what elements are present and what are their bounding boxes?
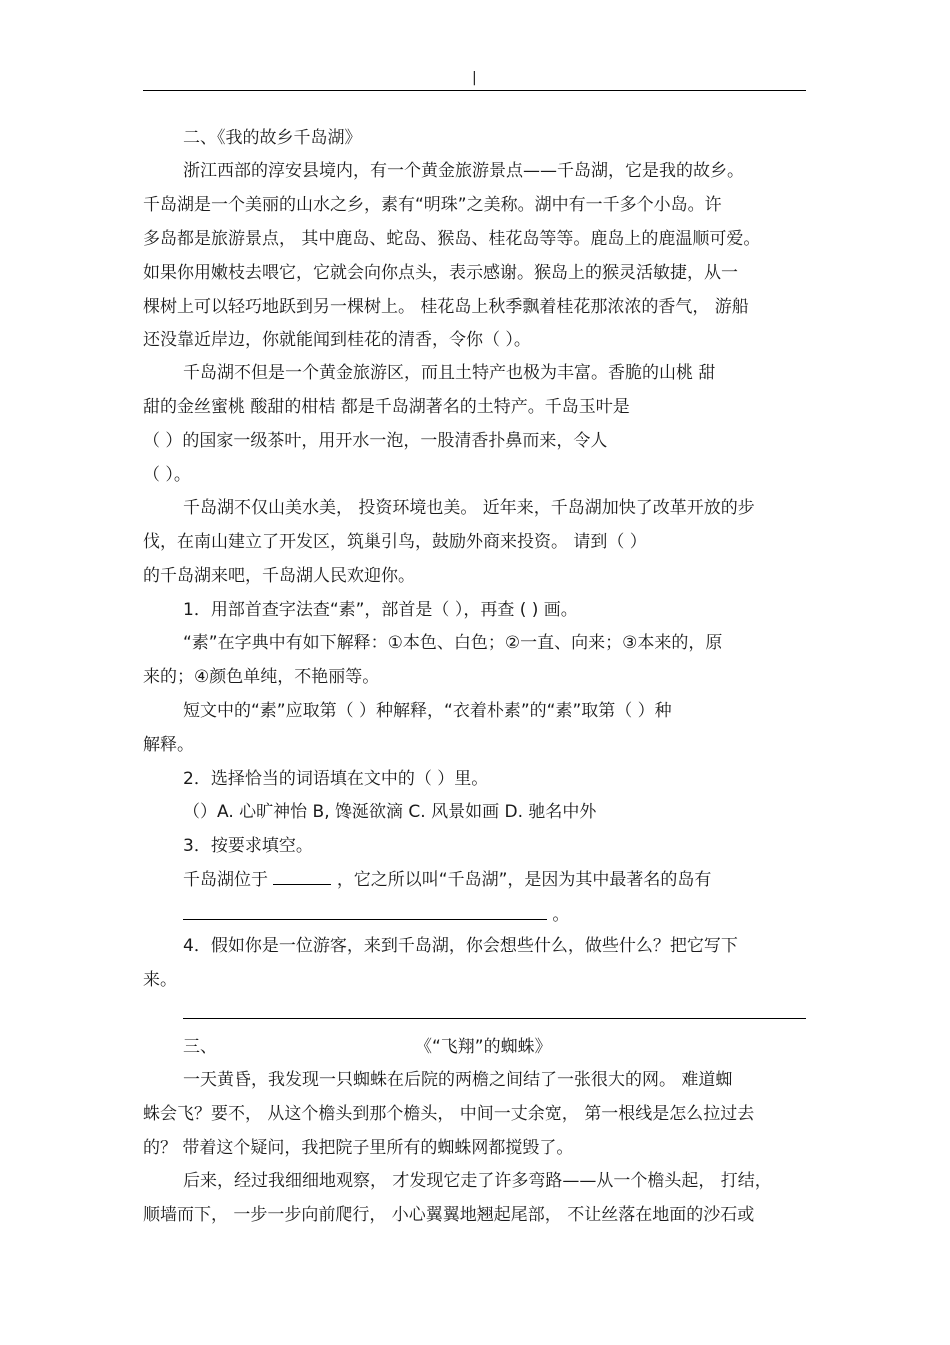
question-1: 1．用部首查字法查“素”，部首是（ ），再查 ( ) 画。 bbox=[183, 600, 578, 620]
blank-islands[interactable] bbox=[183, 901, 547, 920]
question-line: 解释。 bbox=[143, 735, 194, 755]
fill-middle: ，它之所以叫“千岛湖”，是因为其中最著名的岛有 bbox=[336, 870, 712, 890]
paragraph-line: 还没靠近岸边，你就能闻到桂花的清香，令你（ ）。 bbox=[143, 330, 531, 350]
paragraph-line: 顺墙而下， 一步一步向前爬行， 小心翼翼地翘起尾部， 不让丝落在地面的沙石或 bbox=[143, 1205, 755, 1225]
blank-location[interactable] bbox=[273, 866, 331, 885]
paragraph-line: （ ）的国家一级茶叶，用开水一泡，一股清香扑鼻而来，令人 bbox=[143, 431, 608, 451]
paragraph-line: 千岛湖是一个美丽的山水之乡，素有“明珠”之美称。湖中有一千多个小岛。许 bbox=[143, 195, 722, 215]
question-3: 3．按要求填空。 bbox=[183, 836, 313, 856]
paragraph-line: 一天黄昏，我发现一只蜘蛛在后院的两檐之间结了一张很大的网。 难道蜘 bbox=[183, 1070, 733, 1090]
paragraph-line: （ ）。 bbox=[143, 465, 191, 485]
paragraph-line: 多岛都是旅游景点， 其中鹿岛、蛇岛、猴岛、桂花岛等等。鹿岛上的鹿温顺可爱。 bbox=[143, 229, 761, 249]
options-line: （）A. 心旷神怡 B, 馋涎欲滴 C. 风景如画 D. 驰名中外 bbox=[183, 802, 597, 822]
section2-title: 二、《我的故乡千岛湖》 bbox=[183, 128, 362, 148]
paragraph-line: 的？ 带着这个疑问，我把院子里所有的蜘蛛网都搅毁了。 bbox=[143, 1138, 574, 1158]
paragraph-line: 浙江西部的淳安县境内，有一个黄金旅游景点——千岛湖，它是我的故乡。 bbox=[183, 161, 744, 181]
section3-title: 《“飞翔”的蜘蛛》 bbox=[415, 1037, 552, 1057]
header-mark: | bbox=[472, 70, 477, 86]
fill-prefix: 千岛湖位于 bbox=[183, 870, 268, 890]
top-rule bbox=[143, 90, 806, 91]
fill-in-line-2 bbox=[183, 901, 823, 927]
question-line: “素”在字典中有如下解释：①本色、白色；②一直、向来；③本来的，原 bbox=[183, 633, 723, 653]
section3-number: 三、 bbox=[183, 1037, 217, 1057]
fill-end: 。 bbox=[552, 905, 570, 925]
question-4: 4．假如你是一位游客，来到千岛湖，你会想些什么，做些什么？把它写下 bbox=[183, 936, 738, 956]
question-2: 2．选择恰当的词语填在文中的（ ）里。 bbox=[183, 769, 489, 789]
paragraph-line: 的千岛湖来吧，千岛湖人民欢迎你。 bbox=[143, 566, 415, 586]
paragraph-line: 千岛湖不仅山美水美， 投资环境也美。 近年来，千岛湖加快了改革开放的步 bbox=[183, 498, 755, 518]
paragraph-line: 蛛会飞？要不， 从这个檐头到那个檐头， 中间一丈余宽， 第一根线是怎么拉过去 bbox=[143, 1104, 755, 1124]
paragraph-line: 如果你用嫩枝去喂它，它就会向你点头，表示感谢。猴岛上的猴灵活敏捷，从一 bbox=[143, 263, 738, 283]
paragraph-line: 甜的金丝蜜桃 酸甜的柑桔 都是千岛湖著名的土特产。千岛玉叶是 bbox=[143, 397, 630, 417]
question-line: 来。 bbox=[143, 970, 177, 990]
question-line: 短文中的“素”应取第（ ）种解释，“衣着朴素”的“素”取第（ ）种 bbox=[183, 701, 672, 721]
paragraph-line: 千岛湖不但是一个黄金旅游区，而且土特产也极为丰富。香脆的山桃 甜 bbox=[183, 363, 716, 383]
paragraph-line: 后来，经过我细细地观察， 才发现它走了许多弯路——从一个檐头起， 打结， bbox=[183, 1171, 772, 1191]
question-line: 来的；④颜色单纯，不艳丽等。 bbox=[143, 667, 380, 687]
paragraph-line: 棵树上可以轻巧地跃到另一棵树上。 桂花岛上秋季飘着桂花那浓浓的香气， 游船 bbox=[143, 297, 749, 317]
paragraph-line: 伐，在南山建立了开发区，筑巢引鸟，鼓励外商来投资。 请到（ ） bbox=[143, 532, 647, 552]
answer-rule bbox=[183, 1018, 806, 1019]
fill-in-line bbox=[183, 866, 823, 892]
